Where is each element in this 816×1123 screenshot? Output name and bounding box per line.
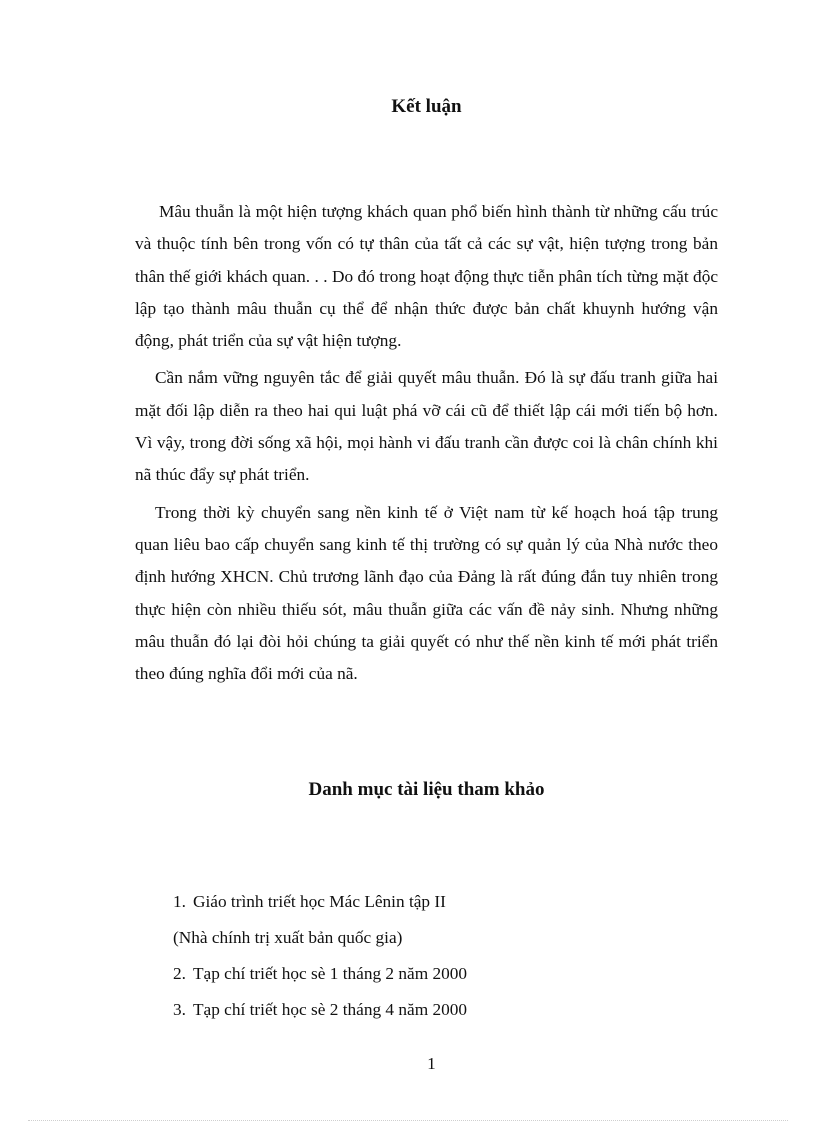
reference-text: Giáo trình triết học Mác Lênin tập II: [193, 892, 446, 911]
reference-number: 1.: [173, 892, 186, 911]
reference-item-1: [173, 884, 467, 920]
page-number: 1: [427, 1054, 436, 1073]
conclusion-title: Kết luận: [391, 96, 462, 117]
conclusion-body: [135, 196, 718, 695]
conclusion-paragraph-1: Mâu thuẫn là một hiện tượng khách quan phổ biến hình thành từ những cấu trúc và thuộc tính bên trong vốn có tự thân của tất cả các sự vật, hiện tượng trong bản thân thế giới khách quan. . . Do đó trong hoạt động thực tiễn phân tích từng mặt độc lập tạo thành mâu thuẫn cụ thể để nhận thức được bản chất khuynh hướng vận động, phát triển của sự vật hiện tượng.: [135, 202, 718, 351]
reference-number: 2.: [173, 964, 186, 983]
reference-text: Tạp chí triết học sè 2 tháng 4 năm 2000: [193, 1000, 468, 1019]
reference-item-2: [173, 956, 467, 992]
reference-item-3: [173, 992, 467, 1028]
reference-item-1-note: (Nhà chính trị xuất bản quốc gia): [173, 928, 403, 947]
conclusion-paragraph-3: Trong thời kỳ chuyển sang nền kinh tế ở Việt nam từ kế hoạch hoá tập trung quan liêu bao cấp chuyển sang kinh tế thị trường có sự quản lý của Nhà nước theo định hướng XHCN. Chủ trương lãnh đạo của Đảng là rất đúng đắn tuy nhiên trong thực hiện còn nhiều thiếu sót, mâu thuẫn giữa các vấn đề nảy sinh. Nhưng những mâu thuẫn đó lại đòi hỏi chúng ta giải quyết có như thế nền kinh tế mới phát triển theo đúng nghĩa đổi mới của nã.: [135, 502, 718, 684]
reference-number: 3.: [173, 1000, 186, 1019]
reference-text: Tạp chí triết học sè 1 tháng 2 năm 2000: [193, 964, 468, 983]
references-title: Danh mục tài liệu tham khảo: [308, 779, 545, 800]
conclusion-paragraph-2: Cần nắm vững nguyên tắc để giải quyết mâu thuẫn. Đó là sự đấu tranh giữa hai mặt đối lập diễn ra theo hai qui luật phá vỡ cái cũ để thiết lập cái mới tiến bộ hơn. Vì vậy, trong đời sống xã hội, mọi hành vi đấu tranh cần được coi là chân chính khi nã thúc đẩy sự phát triển.: [135, 368, 718, 485]
references-list: [173, 884, 467, 1028]
page-bottom-divider: [28, 1120, 788, 1121]
